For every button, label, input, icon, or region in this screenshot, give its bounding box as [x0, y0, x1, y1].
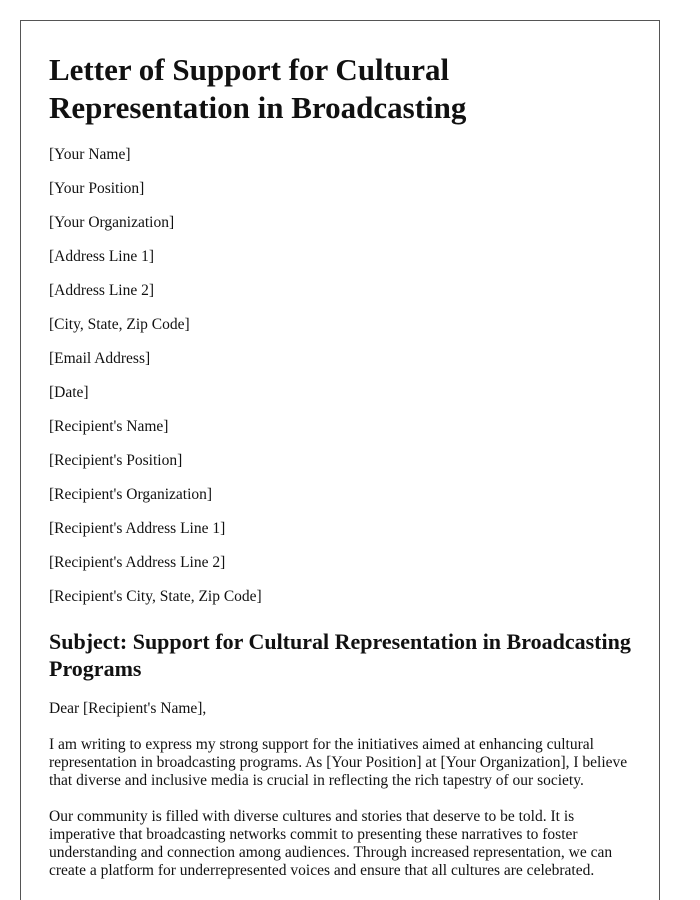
sender-organization: [Your Organization]: [49, 214, 175, 231]
body-paragraph: Our community is filled with diverse cultures and stories that deserve to be told. It is imperative that broadcasting networks commit to presenting these narratives to foster understanding and connection among audiences. Through increased representation, we can create a platform for underrepresented voices and ensure that all cultures are celebrated.: [49, 808, 613, 879]
recipient-organization: [Recipient's Organization]: [49, 486, 213, 503]
recipient-city-state-zip: [Recipient's City, State, Zip Code]: [49, 588, 262, 605]
recipient-address-line-1: [Recipient's Address Line 1]: [49, 520, 226, 537]
body-paragraph: I am writing to express my strong support for the initiatives aimed at enhancing cultural representation in broadcasting programs. As [Your Position] at [Your Organization], I believe that diverse and inclusive media is crucial in reflecting the rich tapestry of our society.: [49, 736, 628, 789]
letter-page: [20, 20, 660, 900]
address-block: [49, 146, 639, 606]
sender-address-line-2: [Address Line 2]: [49, 282, 155, 299]
sender-position: [Your Position]: [49, 180, 145, 197]
recipient-address-line-2: [Recipient's Address Line 2]: [49, 554, 226, 571]
recipient-name: [Recipient's Name]: [49, 418, 169, 435]
recipient-position: [Recipient's Position]: [49, 452, 183, 469]
letter-subject: Subject: Support for Cultural Representation in Broadcasting Programs: [49, 629, 631, 681]
letter-title: Letter of Support for Cultural Representation in Broadcasting: [49, 52, 467, 125]
sender-city-state-zip: [City, State, Zip Code]: [49, 316, 190, 333]
sender-address-line-1: [Address Line 1]: [49, 248, 155, 265]
letter-date: [Date]: [49, 384, 89, 401]
salutation: Dear [Recipient's Name],: [49, 700, 207, 717]
letter-content: [49, 51, 639, 880]
sender-name: [Your Name]: [49, 146, 131, 163]
sender-email: [Email Address]: [49, 350, 151, 367]
